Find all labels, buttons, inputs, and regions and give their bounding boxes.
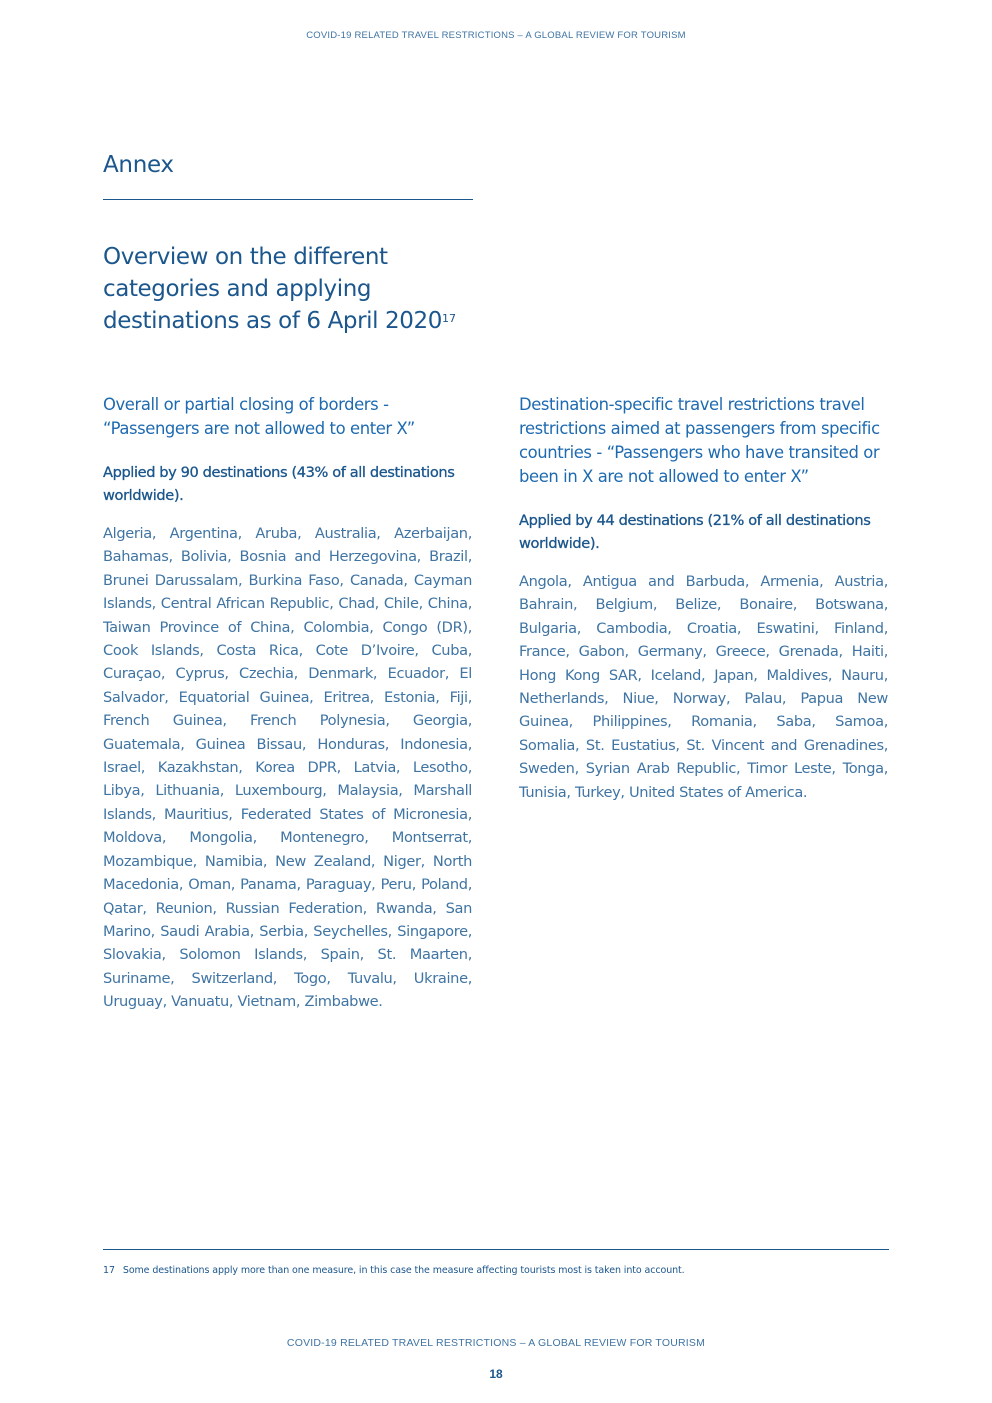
overview-title (103, 241, 503, 337)
closing-borders-applied: Applied by 90 destinations (43% of all destinations worldwide). (103, 464, 455, 504)
footnote-text: Some destinations apply more than one measure, in this case the measure affecting tourists most is taken into account. (122, 1265, 685, 1276)
closing-borders-destinations: Algeria, Argentina, Aruba, Australia, Azerbaijan, Bahamas, Bolivia, Bosnia and Herzegovina, Brazil, Brunei Darussalam, Burkina Faso, Canada, Cayman Islands, Central African Republic, Chad, Chile, China, Taiwan Province of China, Colombia, Congo (DR), Cook Islands, Costa Rica, Cote D’Ivoire, Cuba, Curaçao, Cyprus, Czechia, Denmark, Ecuador, El Salvador, Equatorial Guinea, Eritrea, Estonia, Fiji, French Guinea, French Polynesia, Georgia, Guatemala, Guinea Bissau, Honduras, Indonesia, Israel, Kazakhstan, Korea DPR, Latvia, Lesotho, Libya, Lithuania, Luxembourg, Malaysia, Marshall Islands, Mauritius, Federated States of Micronesia, Moldova, Mongolia, Montenegro, Montserrat, Mozambique, Namibia, New Zealand, Niger, North Macedonia, Oman, Panama, Paraguay, Peru, Poland, Qatar, Reunion, Russian Federation, Rwanda, San Marino, Saudi Arabia, Serbia, Seychelles, Singapore, Slovakia, Solomon Islands, Spain, St. Maarten, Suriname, Switzerland, Togo, Tuvalu, Ukraine, Uruguay, Vanuatu, Vietnam, Zimbabwe. (103, 525, 472, 1011)
footnote-reference: 17 (442, 312, 456, 325)
footnote-number: 17 (103, 1265, 115, 1276)
closing-borders-heading: Overall or partial closing of borders - “Passengers are not allowed to enter X” (103, 395, 415, 438)
specific-restrictions-column (519, 393, 888, 804)
footnote (103, 1265, 889, 1276)
running-header: COVID-19 RELATED TRAVEL RESTRICTIONS – A GLOBAL REVIEW FOR TOURISM (306, 30, 686, 41)
closing-borders-column (103, 393, 472, 1014)
title-divider (103, 199, 473, 200)
footnote-divider (103, 1249, 889, 1250)
section-title: Annex (103, 152, 174, 178)
specific-restrictions-destinations: Angola, Antigua and Barbuda, Armenia, Austria, Bahrain, Belgium, Belize, Bonaire, Botswana, Bulgaria, Cambodia, Croatia, Eswatini, Finland, France, Gabon, Germany, Greece, Grenada, Haiti, Hong Kong SAR, Iceland, Japan, Maldives, Nauru, Netherlands, Niue, Norway, Palau, Papua New Guinea, Philippines, Romania, Saba, Samoa, Somalia, St. Eustatius, St. Vincent and Grenadines, Sweden, Syrian Arab Republic, Timor Leste, Tonga, Tunisia, Turkey, United States of America. (519, 573, 888, 801)
page-number: 18 (489, 1367, 503, 1381)
specific-restrictions-applied: Applied by 44 destinations (21% of all destinations worldwide). (519, 512, 871, 552)
overview-title-text: Overview on the different categories and applying destinations as of 6 April 2020 (103, 244, 442, 334)
specific-restrictions-heading: Destination-specific travel restrictions travel restrictions aimed at passengers from specific countries - “Passengers who have transited or been in X are not allowed to enter X” (519, 395, 880, 486)
running-footer: COVID-19 RELATED TRAVEL RESTRICTIONS – A GLOBAL REVIEW FOR TOURISM (286, 1337, 706, 1349)
